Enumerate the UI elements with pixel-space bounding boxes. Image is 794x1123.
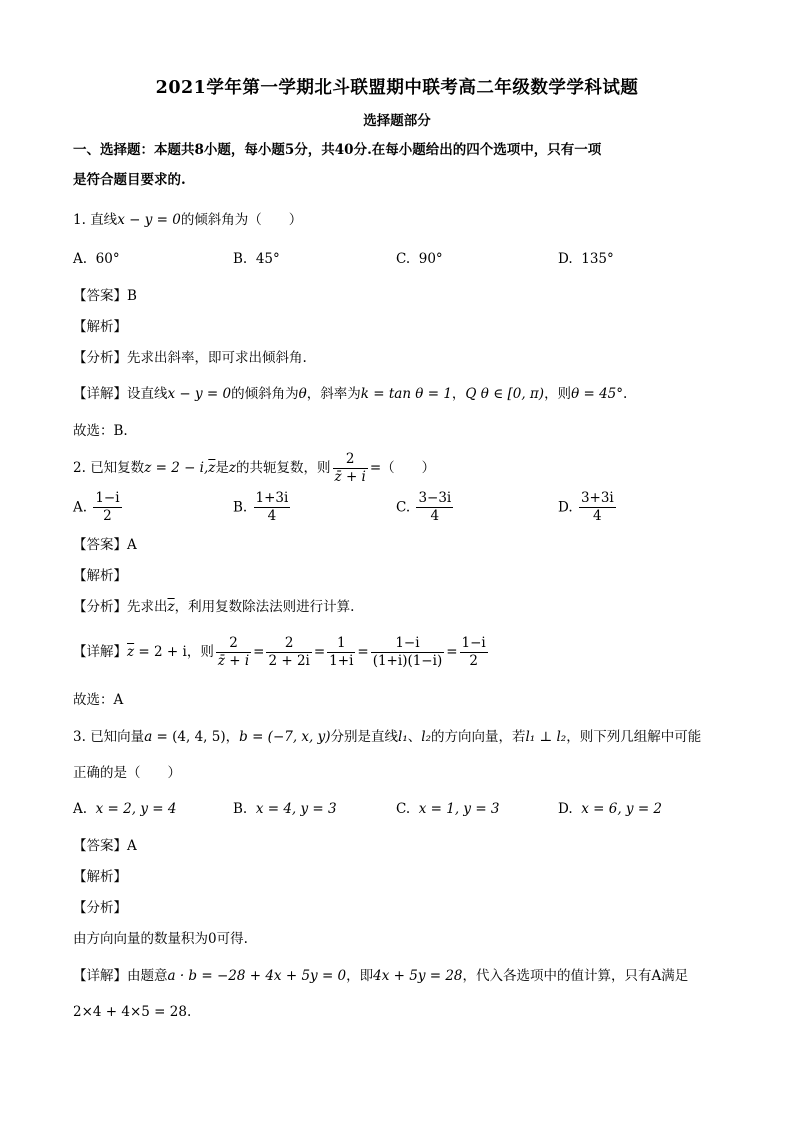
question-2-stem: 2. 已知复数$z = 2 - i,\overline{z}$是z的共轭复数，则 $\frac{2}{z̄ + i}$ =（ ） [73,451,436,485]
jiexi-label: 【解析】 [73,869,127,885]
option-a: A. 60° [73,251,120,267]
option-b: B. $\frac{1+3i}{4}$ [233,490,289,524]
detail-line: 【详解】$\overline{z} = 2 + i$，则 $\frac{2}{z̄ + i}$ = $\frac{2}{2 + 2i}$ = $\frac{1}{1+i}$ = $\frac{1-i}{(1+i)(1-i)}$ = $\frac{1-i}{2}$ [73,635,486,669]
option-b: B. x = 4, y = 3 [233,801,337,817]
question-3-stem: 3. 已知向量a = (4, 4, 5)，b = (−7, x, y)分别是直线l₁、l₂的方向向量，若l₁ ⊥ l₂，则下列几组解中可能 [73,729,702,745]
analysis-line: 【分析】先求出斜率，即可求出倾斜角. [73,350,307,366]
option-b: B. 45° [233,251,280,267]
option-d: D. $\frac{3+3i}{4}$ [558,490,614,524]
jiexi-label: 【解析】 [73,319,127,335]
jiexi-label: 【解析】 [73,568,127,584]
question-number: 1. [73,212,86,228]
math-expression: x − y = 0 [117,212,181,228]
detail-line: 【详解】设直线x − y = 0的倾斜角为θ，斜率为k = tan θ = 1，Q θ ∈ [0, π)，则θ = 45°. [73,386,628,402]
detail-line-cont: 2×4 + 4×5 = 28. [73,1004,192,1020]
answer-line: 【答案】B [73,288,137,304]
option-d: D. x = 6, y = 2 [558,801,663,817]
option-d: D. 135° [558,251,614,267]
option-a: A. $\frac{1-i}{2}$ [73,490,120,524]
question-3-stem-cont: 正确的是（ ） [73,765,181,781]
analysis-line: 由方向向量的数量积为0可得. [73,931,248,947]
option-c: C. x = 1, y = 3 [396,801,500,817]
option-c: C. $\frac{3-3i}{4}$ [396,490,452,524]
section-heading: 一、选择题：本题共8小题，每小题5分，共40分.在每小题给出的四个选项中，只有一项 [73,142,602,158]
analysis-line: 【分析】先求出$\overline{z}$，利用复数除法法则进行计算. [73,599,355,615]
choose-line: 故选：A [73,692,124,708]
question-1-stem: 1. 直线x − y = 0的倾斜角为（ ） [73,212,303,228]
option-a: A. x = 2, y = 4 [73,801,177,817]
page-title: 2021学年第一学期北斗联盟期中联考高二年级数学学科试题 [155,78,639,98]
answer-line: 【答案】A [73,537,137,553]
detail-line: 【详解】由题意a · b = −28 + 4x + 5y = 0，即4x + 5y = 28，代入各选项中的值计算，只有A满足 [73,968,689,984]
answer-line: 【答案】A [73,838,137,854]
section-heading-cont: 是符合题目要求的. [73,172,186,188]
fenxi-label: 【分析】 [73,900,127,916]
choose-line: 故选：B. [73,423,128,439]
option-c: C. 90° [396,251,443,267]
section-subtitle: 选择题部分 [363,113,431,129]
fraction: $\frac{2}{z̄ + i}$ [334,451,366,485]
